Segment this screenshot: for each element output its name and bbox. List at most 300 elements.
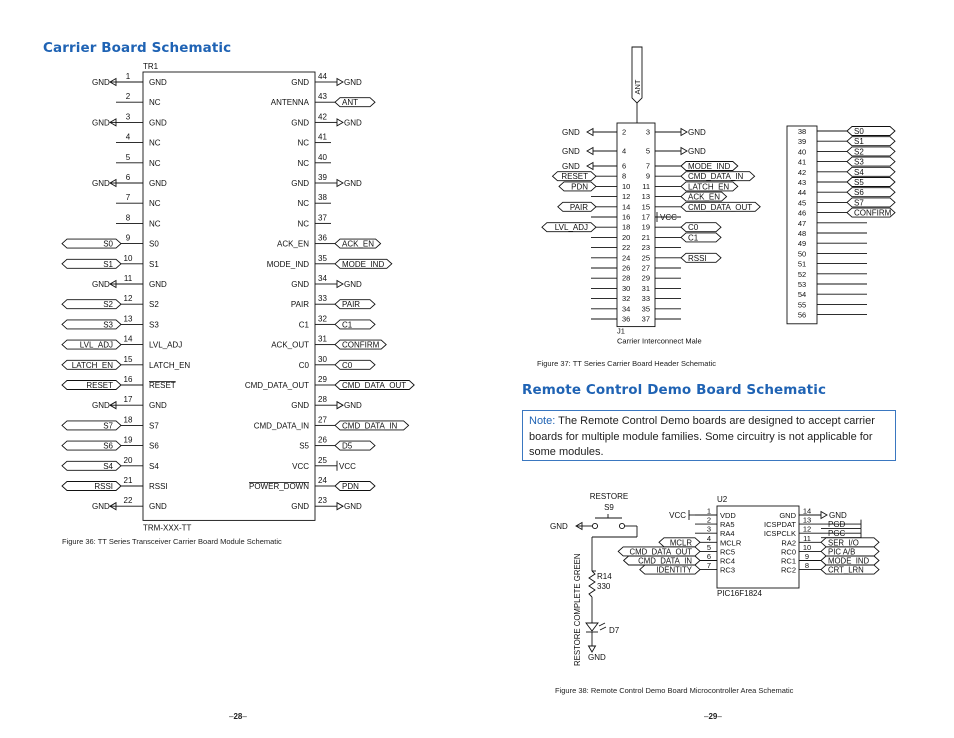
pin-number: 9 [804,552,810,561]
gnd-label: GND [562,162,580,171]
net-port-label: ANT [342,98,358,108]
net-port-label: S4 [854,167,864,177]
pin-number: 41 [797,157,807,167]
ic-tr1-body [143,72,315,520]
pin-number: 8 [622,171,627,181]
vcc-label: VCC [339,461,356,471]
pin-name: NC [297,158,309,168]
pin-number: 4 [706,533,712,543]
gnd-label: GND [829,511,847,520]
pin-number: 1 [125,72,131,81]
pin-number: 43 [797,178,807,187]
switch-contact [592,523,597,528]
pin-number: 5 [125,152,131,162]
pin-number: 39 [318,173,327,182]
pin-number: 31 [318,334,327,344]
pin-number: 12 [622,192,631,202]
pin-number: 11 [642,181,650,191]
net-port-label: CMD_DATA_OUT [629,547,692,557]
ground-icon [337,503,343,510]
net-port-label: RESET [561,172,588,182]
net-port-label: S7 [854,198,864,208]
pin-number: 35 [641,304,650,314]
r14-value: 330 [597,582,611,591]
pin-name: NC [149,138,161,148]
pin-number: 6 [706,552,712,561]
net-port-label: S2 [854,147,864,157]
gnd-label: GND [344,78,362,87]
net-port-label: S3 [103,320,113,330]
ground-icon [337,281,343,288]
pin-number: 2 [125,92,131,102]
pin-number: 22 [123,496,133,506]
pin-name: RC0 [780,547,796,557]
net-port-label: S1 [854,137,864,147]
pin-number: 21 [641,232,650,242]
pin-name: NC [149,199,161,209]
ground-icon [587,148,593,155]
r14-ref: R14 [597,572,612,581]
pin-number: 11 [803,533,811,543]
pin-name: NC [149,219,161,229]
pin-name: GND [291,78,309,87]
pin-name: GND [149,78,167,87]
net-port-label: CMD_DATA_IN [638,556,692,566]
pin-number: 56 [797,310,807,320]
pin-name: S1 [149,259,159,269]
pin-number: 22 [622,243,631,253]
ground-icon [681,129,687,136]
pin-number: 18 [123,415,133,425]
pin-number: 52 [797,269,807,279]
pin-name: RC5 [720,547,736,557]
pin-number: 30 [318,354,327,364]
pin-number: 6 [622,161,627,171]
pin-number: 27 [641,263,650,273]
restore-label: RESTORE [589,492,629,501]
pin-name: PAIR [290,300,309,310]
pin-number: 34 [318,274,327,283]
net-port-label: S4 [103,461,113,471]
pin-name: GND [149,179,167,188]
pin-name: GND [149,118,167,128]
pin-number: 7 [125,193,131,203]
gnd-label: GND [562,147,580,156]
net-port-label: RSSI [94,482,113,491]
net-port-label: C1 [342,320,353,330]
pin-number: 44 [797,188,807,198]
pin-name: NC [149,158,161,168]
ground-icon [337,119,343,126]
pin-number: 43 [318,92,327,102]
ground-icon [337,79,343,86]
pin-number: 11 [123,274,133,283]
page-number-left: –28– [229,712,247,721]
pin-number: 23 [641,243,650,253]
net-port-flag [335,320,375,329]
ant-label: ANT [633,79,642,95]
ic-tr1-part: TRM-XXX-TT [143,523,192,533]
pin-number: 26 [318,435,327,445]
pin-number: 31 [641,283,650,293]
pin-number: 16 [622,212,631,222]
pin-name: LATCH_EN [149,360,191,370]
note-box [522,410,896,461]
vcc-label: VCC [660,213,677,222]
pin-number: 19 [641,222,650,232]
net-port-label: S0 [103,239,113,249]
ground-icon [681,148,687,155]
pin-number: 34 [622,304,631,314]
net-port-label: CMD_DATA_OUT [688,202,753,212]
gnd-label: GND [92,179,110,188]
led-label: RESTORE COMPLETE GREEN [573,553,582,666]
gnd-label: GND [344,118,362,128]
net-port-label: S5 [854,178,864,187]
pin-name: NC [297,219,309,229]
pin-name: S4 [149,461,159,471]
pin-name: MODE_IND [266,259,309,269]
pin-number: 37 [318,213,327,223]
carrier-board-title: Carrier Board Schematic [43,40,232,56]
pin-name: S3 [149,320,159,330]
ground-icon [589,646,596,652]
pin-name: RA5 [720,520,735,530]
net-port-label: LVL_ADJ [79,340,113,350]
pin-name: ACK_OUT [271,340,309,350]
net-port-flag [681,233,721,242]
gnd-label: GND [92,502,110,512]
pin-number: 12 [802,524,812,534]
net-port-label: LATCH_EN [688,182,730,192]
pin-number: 8 [125,213,131,223]
net-port-label: RSSI [688,253,707,263]
net-port-label: MCLR [669,538,692,548]
connector-j1-part: Carrier Interconnect Male [617,336,702,346]
pin-name: LVL_ADJ [149,340,183,350]
pin-number: 14 [622,202,631,212]
pin-number: 25 [318,455,327,465]
pin-number: 10 [802,542,812,552]
pin-name: GND [779,511,796,520]
pin-number: 14 [802,506,812,516]
pin-number: 49 [797,239,807,249]
net-port-label: PDN [342,482,359,491]
pin-number: 32 [318,314,327,324]
pin-name: RC4 [720,556,736,566]
pin-name: GND [291,179,309,188]
pin-name: MCLR [720,538,742,548]
pin-name: C0 [298,360,309,370]
pin-number: 2 [706,515,712,525]
pin-number: 46 [797,208,807,218]
page-number-right-value: 29 [708,712,718,721]
net-port-label: CONFIRM [342,340,380,350]
pin-number: 29 [641,273,650,283]
pin-name: C1 [298,320,309,330]
pin-number: 4 [125,132,131,142]
gnd-label: GND [344,280,362,289]
ic-u2-part: PIC16F1824 [717,589,762,598]
net-port-label: CRT_LRN [828,565,864,575]
net-label: PGC [828,529,846,539]
pin-name: GND [149,401,167,411]
gnd-label: GND [92,118,110,128]
pin-name: RESET [149,381,176,390]
pin-number: 33 [318,294,327,304]
pin-number: 24 [318,476,327,485]
net-port-label: LATCH_EN [71,360,113,370]
gnd-label: GND [344,401,362,411]
pin-name: RC3 [720,565,736,575]
gnd-label: GND [550,522,568,531]
pin-number: 5 [645,146,650,156]
pin-number: 20 [123,455,133,465]
pin-number: 38 [318,193,327,203]
pin-name: ACK_EN [276,239,309,249]
ground-icon [337,402,343,409]
net-port-label: CONFIRM [854,208,892,218]
remote-demo-title: Remote Control Demo Board Schematic [522,382,827,398]
pin-number: 28 [622,273,631,283]
net-port-label: S2 [103,300,113,310]
pin-number: 18 [622,222,631,232]
pin-number: 26 [622,263,631,273]
gnd-label: GND [92,280,110,289]
pin-number: 4 [622,146,627,156]
led-arrow [600,627,606,630]
switch-contact [619,523,624,528]
pin-number: 10 [123,253,133,263]
pin-name: RC1 [780,556,796,566]
net-port-label: PAIR [569,202,588,212]
pin-number: 3 [706,524,712,534]
switch-ref: S9 [604,503,614,512]
pin-number: 54 [797,290,807,300]
pin-number: 39 [797,137,807,147]
net-port-label: S3 [854,157,864,167]
net-port-label: S6 [854,188,864,198]
net-port-label: CMD_DATA_IN [342,421,398,431]
net-port-label: IDENTITY [656,565,692,575]
pin-name: S2 [149,300,159,310]
net-port-label: ACK_EN [342,239,375,249]
net-port-label: S0 [854,127,864,136]
pin-number: 40 [797,147,807,157]
note-text: The Remote Control Demo boards are designed to accept carrier boards for multiple module families. Some circuitry is not applicable for some modules. [529,415,875,458]
pin-name: GND [149,502,167,512]
pin-number: 20 [622,232,631,242]
net-port-label: RESET [86,381,113,390]
net-port-label: C1 [688,233,699,243]
net-port-flag [335,441,375,450]
net-port-label: MODE_IND [688,162,731,171]
ic-u2-ref: U2 [717,495,728,504]
pin-number: 35 [318,253,327,263]
gnd-label: GND [344,179,362,188]
figure-37-caption: Figure 37: TT Series Carrier Board Header Schematic [537,359,716,368]
led-d7 [586,623,598,631]
pin-name: S7 [149,421,159,431]
microcontroller-schematic [477,480,954,720]
net-port-label: MODE_IND [828,556,870,566]
connector-j1-ref: J1 [617,326,625,336]
pin-number: 55 [797,300,807,310]
pin-number: 17 [641,212,650,222]
pin-name: CMD_DATA_IN [253,421,309,431]
pin-name: VDD [720,511,736,520]
net-port-label: CMD_DATA_IN [688,172,744,182]
pin-name: CMD_DATA_OUT [244,381,309,390]
net-port-label: LVL_ADJ [554,223,588,233]
net-port-label: ACK_EN [688,192,721,202]
pin-name: GND [291,502,309,512]
pin-number: 8 [804,561,810,571]
pin-number: 23 [318,496,327,506]
net-port-flag [335,360,375,369]
gnd-label: GND [588,653,606,662]
pin-number: 13 [123,314,133,324]
net-port-label: S7 [103,421,113,431]
pin-name: GND [291,401,309,411]
gnd-label: GND [562,128,580,137]
pin-number: 27 [318,415,327,425]
pin-number: 36 [318,233,327,243]
pin-name: NC [149,98,161,108]
figure-38-caption: Figure 38: Remote Control Demo Board Microcontroller Area Schematic [555,686,794,695]
ground-icon [337,180,343,187]
pin-name: GND [149,280,167,289]
net-port-label: S1 [103,259,113,269]
pin-number: 12 [123,294,133,304]
pin-number: 42 [318,112,327,122]
net-label: PGD [828,520,846,530]
pin-name: RC2 [780,565,796,575]
pin-number: 24 [622,253,631,263]
pin-name: S0 [149,239,159,249]
gnd-label: GND [688,147,706,156]
pin-number: 45 [797,198,807,208]
pin-number: 25 [641,253,650,263]
page-number-right: –29– [704,712,722,721]
pin-name: S6 [149,441,159,451]
pin-number: 37 [641,314,650,324]
right-page [477,0,954,738]
pin-number: 32 [622,294,631,304]
pin-name: GND [291,280,309,289]
pin-number: 3 [125,112,131,122]
pin-number: 7 [645,161,650,171]
pin-number: 51 [797,259,807,269]
net-port-label: S6 [103,441,113,451]
led-arrow [599,623,605,626]
net-port-label: CMD_DATA_OUT [342,381,407,390]
gnd-label: GND [344,502,362,512]
pin-number: 41 [318,132,327,142]
pin-name: POWER_DOWN [249,482,309,491]
resistor-r14 [589,571,595,597]
ground-icon [821,512,827,519]
page-number-left-value: 28 [233,712,243,721]
pin-number: 6 [125,173,131,182]
pin-number: 9 [645,171,650,181]
pin-number: 36 [622,314,631,324]
pin-number: 53 [797,280,807,289]
pin-number: 15 [123,354,133,364]
net-port-label: PAIR [342,300,361,310]
gnd-label: GND [92,401,110,411]
pin-number: 9 [125,233,131,243]
pin-number: 14 [123,334,133,344]
pin-name: RSSI [149,482,168,491]
figure-36-caption: Figure 36: TT Series Transceiver Carrier Board Module Schematic [62,537,282,546]
pin-number: 13 [802,515,812,525]
d7-ref: D7 [609,626,620,635]
net-port-label: SER_I/O [828,538,859,548]
ground-icon [587,163,593,170]
pin-number: 5 [706,542,712,552]
pin-name: GND [291,118,309,128]
header-schematic [477,0,954,360]
pin-number: 28 [318,395,327,405]
net-port-label: C0 [688,223,699,233]
vcc-label: VCC [669,511,686,520]
pin-number: 50 [797,249,807,259]
pin-number: 47 [797,218,807,228]
pin-number: 16 [123,375,133,384]
net-port-label: MODE_IND [342,259,385,269]
ic-tr1-ref: TR1 [143,62,159,71]
pin-number: 44 [318,72,327,81]
pin-name: ICSPDAT [764,520,796,530]
note-label: Note: [529,415,556,427]
pin-number: 15 [641,202,650,212]
net-port-label: PDN [571,182,588,192]
gnd-label: GND [688,128,706,137]
pin-number: 13 [641,192,650,202]
net-port-label: C0 [342,360,353,370]
pin-name: ANTENNA [270,98,309,108]
ground-icon [587,129,593,136]
pin-number: 3 [645,127,650,137]
pin-name: ICSPCLK [763,529,796,539]
pin-name: NC [297,199,309,209]
pin-number: 21 [123,476,133,485]
pin-number: 33 [641,294,650,304]
net-port-flag [681,223,721,232]
pin-name: NC [297,138,309,148]
carrier-board-schematic [0,0,477,540]
net-port-label: D5 [342,441,353,451]
net-port-label: PIC A/B [828,547,856,557]
gnd-label: GND [92,78,110,87]
pin-name: RA2 [781,538,796,548]
pin-name: VCC [292,461,309,471]
pin-number: 29 [318,375,327,384]
pin-number: 42 [797,167,807,177]
pin-number: 38 [797,127,807,136]
pin-number: 40 [318,152,327,162]
pin-number: 2 [622,127,627,137]
pin-number: 30 [622,283,631,293]
pin-name: RA4 [720,529,735,539]
pin-number: 19 [123,435,133,445]
pin-name: S5 [299,441,309,451]
pin-number: 7 [706,561,712,571]
pin-number: 48 [797,229,807,238]
pin-number: 1 [706,506,712,516]
pin-number: 10 [622,181,631,191]
